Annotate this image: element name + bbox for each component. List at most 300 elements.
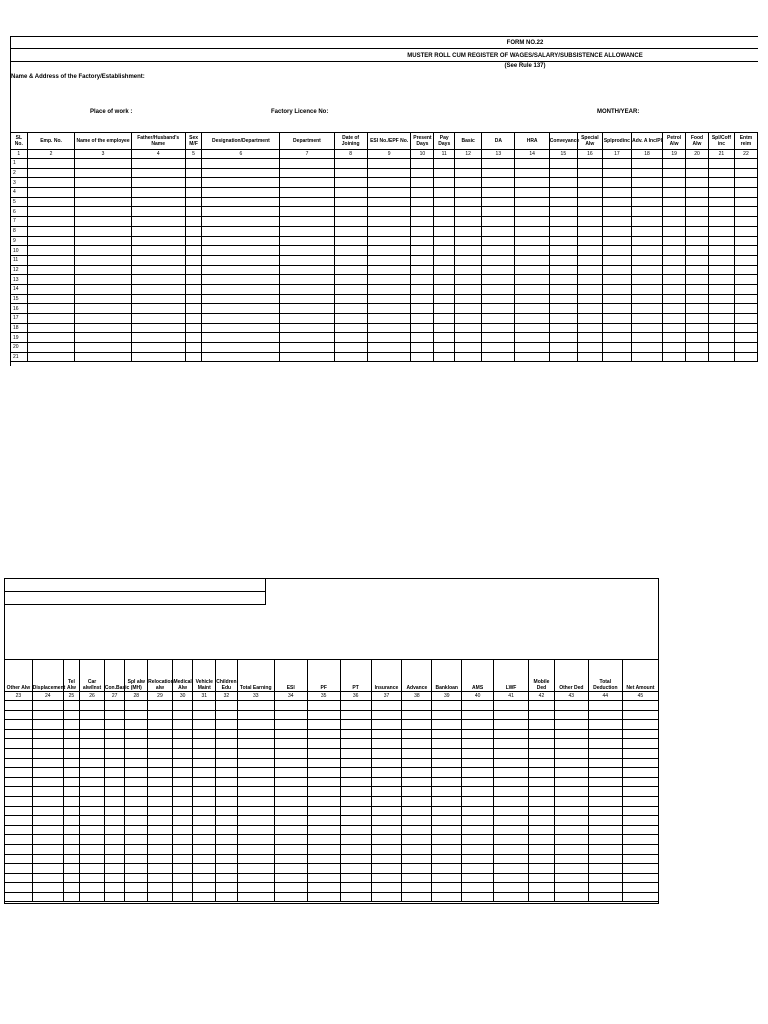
table-cell	[686, 197, 709, 207]
column-header: Food Alw	[686, 133, 709, 150]
table-cell	[63, 710, 79, 720]
table-row	[11, 265, 758, 275]
table-cell	[193, 777, 216, 787]
row-number: 4	[11, 188, 28, 198]
table-cell	[63, 835, 79, 845]
table-cell	[307, 729, 340, 739]
table-cell	[131, 304, 185, 314]
row-number: 13	[11, 275, 28, 285]
table-cell	[172, 777, 193, 787]
table-cell	[602, 352, 631, 362]
table-cell	[202, 168, 280, 178]
table-cell	[367, 188, 411, 198]
table-cell	[63, 825, 79, 835]
table-cell	[274, 739, 307, 749]
table-cell	[708, 217, 734, 227]
table-cell	[686, 188, 709, 198]
table-cell	[686, 284, 709, 294]
table-cell	[411, 323, 434, 333]
table-cell	[686, 217, 709, 227]
table-cell	[622, 864, 658, 874]
table-cell	[577, 178, 602, 188]
table-cell	[185, 265, 202, 275]
table-cell	[131, 255, 185, 265]
table-cell	[708, 168, 734, 178]
table-cell	[63, 701, 79, 711]
column-header: PT	[340, 660, 371, 692]
table-row	[11, 168, 758, 178]
table-cell	[434, 207, 455, 217]
table-row	[11, 314, 758, 324]
table-cell	[529, 816, 555, 826]
table-cell	[455, 207, 482, 217]
column-number: 41	[494, 692, 529, 701]
table-cell	[602, 323, 631, 333]
table-cell	[708, 294, 734, 304]
table-cell	[686, 304, 709, 314]
table-row	[11, 178, 758, 188]
table-cell	[631, 207, 662, 217]
table-cell	[32, 844, 63, 854]
table-cell	[577, 352, 602, 362]
column-number: 44	[588, 692, 622, 701]
row-number: 1	[11, 159, 28, 169]
table-cell	[462, 806, 494, 816]
column-header: Adv. A Inc/PI	[631, 133, 662, 150]
table-cell	[432, 873, 462, 883]
table-cell	[125, 720, 148, 730]
table-cell	[734, 207, 757, 217]
table-cell	[307, 825, 340, 835]
table-cell	[125, 835, 148, 845]
table-cell	[216, 739, 238, 749]
table-cell	[172, 873, 193, 883]
table-row	[11, 197, 758, 207]
column-number: 2	[27, 150, 75, 159]
table-cell	[588, 701, 622, 711]
table-cell	[63, 864, 79, 874]
table-cell	[663, 188, 686, 198]
table-cell	[734, 178, 757, 188]
table-row	[5, 825, 659, 835]
table-cell	[482, 343, 515, 353]
table-cell	[455, 284, 482, 294]
table-cell	[172, 701, 193, 711]
column-header: Total Deduction	[588, 660, 622, 692]
table-cell	[125, 758, 148, 768]
table-cell	[577, 304, 602, 314]
column-number: 45	[622, 692, 658, 701]
table-cell	[334, 352, 367, 362]
table-cell	[274, 729, 307, 739]
table-cell	[554, 892, 588, 902]
table-cell	[334, 217, 367, 227]
table-cell	[577, 159, 602, 169]
table-cell	[494, 816, 529, 826]
table-cell	[172, 748, 193, 758]
muster-table-1	[10, 132, 758, 362]
table-cell	[434, 333, 455, 343]
table-cell	[482, 304, 515, 314]
table-cell	[307, 892, 340, 902]
table-cell	[185, 178, 202, 188]
table-cell	[631, 265, 662, 275]
table-cell	[148, 816, 173, 826]
table-cell	[432, 739, 462, 749]
table-cell	[577, 207, 602, 217]
table-cell	[402, 873, 432, 883]
column-number: 16	[577, 150, 602, 159]
table-cell	[80, 729, 105, 739]
table-cell	[686, 168, 709, 178]
table-cell	[577, 284, 602, 294]
table-cell	[455, 323, 482, 333]
table-cell	[434, 246, 455, 256]
table-cell	[577, 314, 602, 324]
table-cell	[202, 255, 280, 265]
column-header: SL No.	[11, 133, 28, 150]
table-cell	[631, 168, 662, 178]
table-cell	[554, 844, 588, 854]
table-cell	[216, 844, 238, 854]
column-header: DA	[482, 133, 515, 150]
row-number: 19	[11, 333, 28, 343]
table-cell	[193, 844, 216, 854]
table-cell	[549, 178, 577, 188]
table-cell	[602, 275, 631, 285]
table-cell	[5, 854, 33, 864]
table-cell	[307, 748, 340, 758]
table-cell	[432, 835, 462, 845]
column-header: Present Days	[411, 133, 434, 150]
table-cell	[482, 323, 515, 333]
column-header: Tel Alw	[63, 660, 79, 692]
table-cell	[202, 275, 280, 285]
table-cell	[434, 275, 455, 285]
table-cell	[32, 892, 63, 902]
table-cell	[631, 333, 662, 343]
row-number: 7	[11, 217, 28, 227]
table-cell	[63, 720, 79, 730]
table-cell	[237, 729, 274, 739]
table-cell	[80, 796, 105, 806]
table-cell	[274, 873, 307, 883]
table-cell	[434, 178, 455, 188]
table-cell	[434, 159, 455, 169]
table-cell	[125, 777, 148, 787]
table-cell	[216, 892, 238, 902]
table-row	[11, 323, 758, 333]
table-cell	[494, 835, 529, 845]
table-cell	[80, 777, 105, 787]
table-cell	[402, 796, 432, 806]
table-cell	[237, 748, 274, 758]
table-cell	[631, 246, 662, 256]
table-cell	[27, 333, 75, 343]
table-cell	[185, 255, 202, 265]
table-cell	[529, 768, 555, 778]
column-number: 8	[334, 150, 367, 159]
table-cell	[686, 294, 709, 304]
table-cell	[515, 294, 549, 304]
table-cell	[515, 159, 549, 169]
table-cell	[148, 739, 173, 749]
table-cell	[734, 236, 757, 246]
table-cell	[462, 701, 494, 711]
table-cell	[216, 748, 238, 758]
table-cell	[27, 255, 75, 265]
table-cell	[577, 236, 602, 246]
table-cell	[432, 892, 462, 902]
table-cell	[131, 323, 185, 333]
table-cell	[602, 188, 631, 198]
table-cell	[455, 265, 482, 275]
table-cell	[27, 217, 75, 227]
table-cell	[172, 835, 193, 845]
table-cell	[577, 265, 602, 275]
table-cell	[237, 739, 274, 749]
table-cell	[148, 729, 173, 739]
table-cell	[202, 284, 280, 294]
table-cell	[202, 352, 280, 362]
table-row	[5, 748, 659, 758]
table-cell	[434, 314, 455, 324]
table-cell	[602, 226, 631, 236]
table-cell	[104, 729, 125, 739]
table-cell	[434, 294, 455, 304]
table-cell	[5, 864, 33, 874]
table-cell	[434, 323, 455, 333]
table-cell	[202, 226, 280, 236]
table-cell	[340, 854, 371, 864]
table-cell	[5, 825, 33, 835]
table-cell	[686, 178, 709, 188]
table-cell	[131, 217, 185, 227]
table-cell	[172, 806, 193, 816]
table-cell	[125, 787, 148, 797]
table-cell	[125, 768, 148, 778]
table-cell	[75, 294, 131, 304]
column-header: Mobile Ded	[529, 660, 555, 692]
table-cell	[432, 777, 462, 787]
table-cell	[237, 796, 274, 806]
table-cell	[708, 207, 734, 217]
table-cell	[402, 739, 432, 749]
table-cell	[280, 323, 334, 333]
table-cell	[280, 178, 334, 188]
table-cell	[622, 710, 658, 720]
table-row	[5, 758, 659, 768]
table-cell	[529, 854, 555, 864]
table-cell	[334, 236, 367, 246]
table-cell	[340, 739, 371, 749]
table-cell	[494, 787, 529, 797]
column-header: Special Alw	[577, 133, 602, 150]
table-row	[11, 188, 758, 198]
table-cell	[494, 883, 529, 893]
table-cell	[367, 217, 411, 227]
table-cell	[104, 816, 125, 826]
table-cell	[529, 864, 555, 874]
table-cell	[202, 265, 280, 275]
table-cell	[411, 304, 434, 314]
table-cell	[185, 207, 202, 217]
table-cell	[734, 255, 757, 265]
table-cell	[663, 265, 686, 275]
table-cell	[185, 236, 202, 246]
table-cell	[622, 796, 658, 806]
table-cell	[237, 806, 274, 816]
table-cell	[340, 864, 371, 874]
table-cell	[193, 883, 216, 893]
table-cell	[494, 710, 529, 720]
table-cell	[185, 159, 202, 169]
table-cell	[104, 758, 125, 768]
table-cell	[588, 816, 622, 826]
table-cell	[75, 275, 131, 285]
table-cell	[193, 701, 216, 711]
table-cell	[515, 343, 549, 353]
table-cell	[5, 844, 33, 854]
table-cell	[494, 806, 529, 816]
row-number: 8	[11, 226, 28, 236]
table-cell	[455, 197, 482, 207]
table-cell	[686, 333, 709, 343]
table-cell	[367, 294, 411, 304]
column-number: 5	[185, 150, 202, 159]
table-cell	[708, 197, 734, 207]
table-cell	[734, 343, 757, 353]
table-cell	[432, 720, 462, 730]
table-cell	[554, 873, 588, 883]
table-cell	[462, 729, 494, 739]
table-cell	[588, 777, 622, 787]
table-cell	[104, 864, 125, 874]
table-cell	[125, 844, 148, 854]
table-cell	[280, 207, 334, 217]
column-number: 20	[686, 150, 709, 159]
table-cell	[588, 835, 622, 845]
table-cell	[554, 864, 588, 874]
table-cell	[80, 710, 105, 720]
table-cell	[554, 825, 588, 835]
column-header: Name of the employee	[75, 133, 131, 150]
table-cell	[708, 255, 734, 265]
table-cell	[402, 777, 432, 787]
table-cell	[434, 236, 455, 246]
table-row	[11, 159, 758, 169]
table-cell	[280, 188, 334, 198]
table-cell	[708, 352, 734, 362]
table-cell	[185, 352, 202, 362]
table-cell	[80, 701, 105, 711]
table-cell	[554, 739, 588, 749]
table-cell	[686, 226, 709, 236]
table-cell	[131, 178, 185, 188]
table-cell	[402, 883, 432, 893]
table-cell	[549, 343, 577, 353]
table-cell	[734, 333, 757, 343]
table-cell	[32, 739, 63, 749]
table-cell	[280, 352, 334, 362]
table-cell	[307, 854, 340, 864]
table-cell	[529, 835, 555, 845]
table-cell	[125, 748, 148, 758]
table-cell	[529, 710, 555, 720]
table-cell	[494, 825, 529, 835]
table-cell	[172, 816, 193, 826]
table-cell	[340, 701, 371, 711]
table-cell	[237, 777, 274, 787]
table-cell	[5, 777, 33, 787]
table-cell	[734, 168, 757, 178]
column-number: 39	[432, 692, 462, 701]
table-row	[5, 844, 659, 854]
table-colnum-row	[5, 692, 659, 701]
table-cell	[172, 729, 193, 739]
table-cell	[125, 825, 148, 835]
table-colnum-row	[11, 150, 758, 159]
table-cell	[549, 236, 577, 246]
table-cell	[411, 188, 434, 198]
table-cell	[602, 304, 631, 314]
table-cell	[216, 768, 238, 778]
table-cell	[280, 168, 334, 178]
table-cell	[494, 796, 529, 806]
table-cell	[708, 159, 734, 169]
table-cell	[237, 873, 274, 883]
table-cell	[663, 226, 686, 236]
table-cell	[185, 188, 202, 198]
table-cell	[482, 246, 515, 256]
column-header: Basic	[455, 133, 482, 150]
table-cell	[411, 352, 434, 362]
table-cell	[734, 226, 757, 236]
column-number: 28	[125, 692, 148, 701]
table-cell	[371, 777, 402, 787]
table-cell	[5, 873, 33, 883]
table-cell	[307, 796, 340, 806]
table-cell	[631, 323, 662, 333]
table-cell	[131, 168, 185, 178]
table-cell	[432, 883, 462, 893]
table-cell	[686, 323, 709, 333]
table-cell	[686, 265, 709, 275]
table-cell	[131, 333, 185, 343]
table-cell	[371, 758, 402, 768]
column-header: Insurance	[371, 660, 402, 692]
table-cell	[148, 892, 173, 902]
form-number: FORM NO.22	[506, 40, 544, 46]
table-cell	[202, 178, 280, 188]
table-cell	[131, 236, 185, 246]
table-cell	[104, 787, 125, 797]
table-cell	[663, 217, 686, 227]
table-cell	[148, 777, 173, 787]
table-cell	[402, 825, 432, 835]
table-cell	[515, 207, 549, 217]
table-cell	[104, 796, 125, 806]
table-cell	[131, 159, 185, 169]
table-cell	[80, 892, 105, 902]
table-cell	[27, 343, 75, 353]
table-cell	[280, 226, 334, 236]
table-cell	[75, 314, 131, 324]
table-cell	[529, 758, 555, 768]
table-cell	[5, 748, 33, 758]
table-cell	[455, 294, 482, 304]
table-cell	[462, 844, 494, 854]
